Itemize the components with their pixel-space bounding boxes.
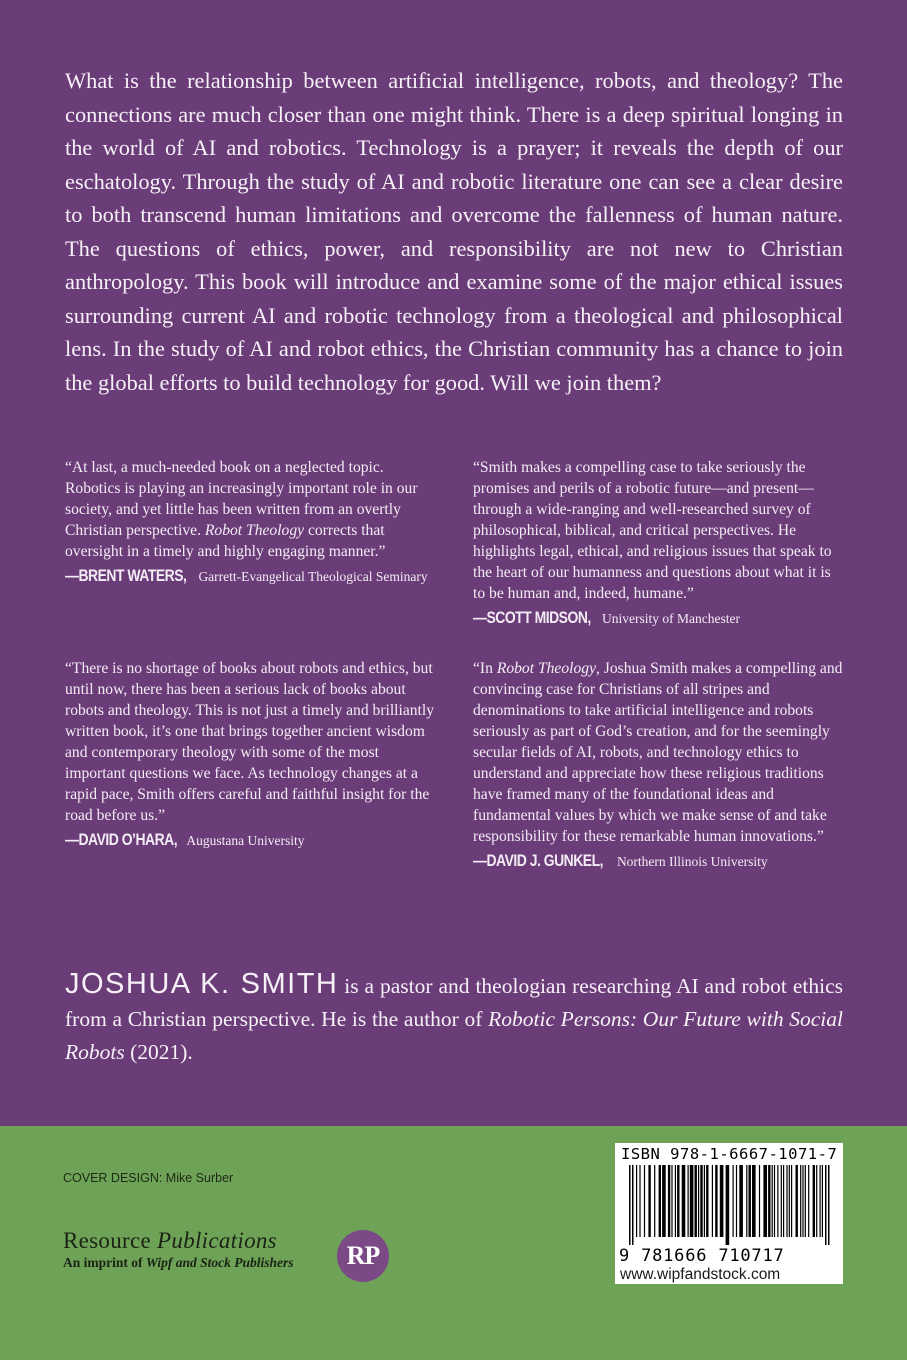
barcode-bar: [781, 1165, 782, 1237]
endorser-name: —BRENT WATERS,: [65, 566, 187, 585]
endorsement-attribution: [65, 829, 437, 851]
endorser-affiliation: Garrett-Evangelical Theological Seminary: [198, 569, 428, 584]
barcode-bar: [700, 1165, 702, 1237]
author-bio: JOSHUA K. SMITH is a pastor and theologian researching AI and robot ethics from a Christian perspective. He is the author of Robotic Persons: Our Future with Social Robots (2021).: [65, 968, 843, 1064]
endorsement-text: “There is no shortage of books about robots and ethics, but until now, there has been a serious lack of books about robots and theology. This is not just a timely and brilliantly written book, it’s one that brings together ancient wisdom and contemporary theology with some of the most important questions we face. As technology changes at a rapid pace, Smith offers careful and faithful insight for the road before us.”: [65, 660, 435, 824]
barcode-bar: [644, 1165, 645, 1237]
endorsement-david-ohara: [65, 658, 437, 851]
barcode-bar: [706, 1165, 708, 1237]
barcode-digits: 9 781666 710717: [619, 1246, 785, 1266]
barcode-bar: [695, 1165, 697, 1237]
endorsement-brent-waters: [65, 457, 437, 587]
barcode-bar: [733, 1165, 734, 1237]
barcode-bar: [648, 1165, 650, 1237]
barcode-bar: [774, 1165, 775, 1237]
barcode-bar: [813, 1165, 815, 1237]
barcode-bars: [619, 1165, 839, 1247]
barcode-bar: [786, 1165, 787, 1237]
barcode-bar: [739, 1165, 743, 1237]
barcode-bar: [777, 1165, 778, 1237]
cover-design-credit: COVER DESIGN: Mike Surber: [63, 1171, 234, 1185]
publisher-name: Resource Publications: [63, 1228, 277, 1253]
endorser-affiliation: Augustana University: [186, 833, 305, 848]
isbn-label: ISBN 978-1-6667-1071-7: [621, 1145, 838, 1163]
endorsement-attribution: [473, 850, 843, 872]
barcode-bar: [772, 1165, 773, 1237]
barcode-bar: [820, 1165, 821, 1237]
endorser-name: —DAVID J. GUNKEL,: [473, 851, 604, 870]
barcode-bar: [759, 1165, 760, 1237]
endorsement-text: “At last, a much-needed book on a neglected topic. Robotics is playing an increasingly important role in our society, and yet little has been written from an overtly Christian perspective. Robot Theology corrects that oversight in a timely and highly engaging manner.”: [65, 459, 418, 560]
barcode-bar: [675, 1165, 676, 1237]
barcode-bar: [768, 1165, 770, 1237]
book-description: What is the relationship between artificial intelligence, robots, and theology? The connections are much closer than one might think. There is a deep spiritual longing in the world of AI and robotics. Technology is a prayer; it reveals the depth of our eschatology. Through the study of AI and robotic literature one can see a clear desire to both transcend human limitations and overcome the fallenness of human nature. The questions of ethics, power, and responsibility are not new to Christian anthropology. This book will introduce and examine some of the major ethical issues surrounding current AI and robotic technology from a theological and philosophical lens. In the study of AI and robot ethics, the Christian community has a chance to join the global efforts to build technology for good. Will we join them?: [65, 68, 843, 395]
isbn-barcode: [615, 1143, 843, 1284]
publisher-website: www.wipfandstock.com: [620, 1266, 781, 1283]
endorsement-david-gunkel: [473, 658, 843, 872]
barcode-bar: [720, 1165, 724, 1237]
barcode-bar: [636, 1165, 637, 1237]
barcode-bar: [662, 1165, 666, 1237]
endorser-name: —SCOTT MIDSON,: [473, 608, 591, 627]
barcode-bar: [690, 1165, 694, 1237]
endorsement-text: “Smith makes a compelling case to take seriously the promises and perils of a robotic future—and present—through a wide-ranging and well-researched survey of philosophical, biblical, and critical perspectives. He highlights legal, ethical, and religious issues that speak to the heart of our humanness and questions about what it is to be human and, indeed, humane.”: [473, 459, 832, 602]
publisher-logo: RP: [337, 1230, 389, 1282]
endorsement-text: “In Robot Theology, Joshua Smith makes a compelling and convincing case for Christians of all stripes and denominations to take artificial intelligence and robots seriously as part of God’s creation, and for the seemingly secular fields of AI, robots, and technology ethics to understand and appreciate how these religious traditions have framed many of the foundational ideas and fundamental values by which we make sense of and take responsibility for these remarkable human innovations.”: [473, 660, 843, 845]
barcode-bar: [704, 1165, 705, 1237]
endorsement-attribution: [473, 607, 845, 629]
barcode-bar: [791, 1165, 792, 1237]
barcode-bar: [800, 1165, 801, 1237]
barcode-bar: [659, 1165, 661, 1237]
barcode-bar: [629, 1165, 631, 1245]
barcode-bar: [671, 1165, 672, 1237]
barcode-bar: [749, 1165, 751, 1237]
publisher-imprint: [63, 1228, 294, 1271]
endorsement-attribution: [65, 565, 437, 587]
barcode-bar: [802, 1165, 803, 1237]
barcode-bar: [677, 1165, 679, 1237]
barcode-bar: [763, 1165, 767, 1237]
barcode-bar: [712, 1165, 713, 1237]
barcode-bar: [825, 1165, 827, 1245]
barcode-bar: [632, 1165, 634, 1245]
barcode-bar: [736, 1165, 737, 1237]
barcode-bar: [688, 1165, 689, 1237]
endorser-name: —DAVID O’HARA,: [65, 830, 178, 849]
barcode-bar: [789, 1165, 790, 1237]
barcode-bar: [698, 1165, 699, 1237]
author-name: JOSHUA K. SMITH: [65, 968, 339, 1000]
publisher-subtitle: An imprint of Wipf and Stock Publishers: [63, 1255, 294, 1270]
endorser-affiliation: Northern Illinois University: [616, 854, 768, 869]
barcode-bar: [783, 1165, 784, 1237]
barcode-bar: [715, 1165, 717, 1237]
endorser-affiliation: University of Manchester: [602, 611, 740, 626]
barcode-bar: [816, 1165, 817, 1237]
barcode-bar: [805, 1165, 806, 1237]
barcode-bar: [682, 1165, 686, 1237]
barcode-bar: [654, 1165, 655, 1237]
barcode-bar: [808, 1165, 809, 1237]
barcode-bar: [822, 1165, 823, 1237]
barcode-bar: [726, 1165, 730, 1245]
endorsement-scott-midson: [473, 457, 845, 629]
barcode-bar: [796, 1165, 798, 1237]
barcode-bar: [746, 1165, 747, 1237]
barcode-bar: [639, 1165, 640, 1237]
barcode-bar: [668, 1165, 670, 1237]
barcode-bar: [752, 1165, 756, 1237]
barcode-bar: [828, 1165, 830, 1245]
